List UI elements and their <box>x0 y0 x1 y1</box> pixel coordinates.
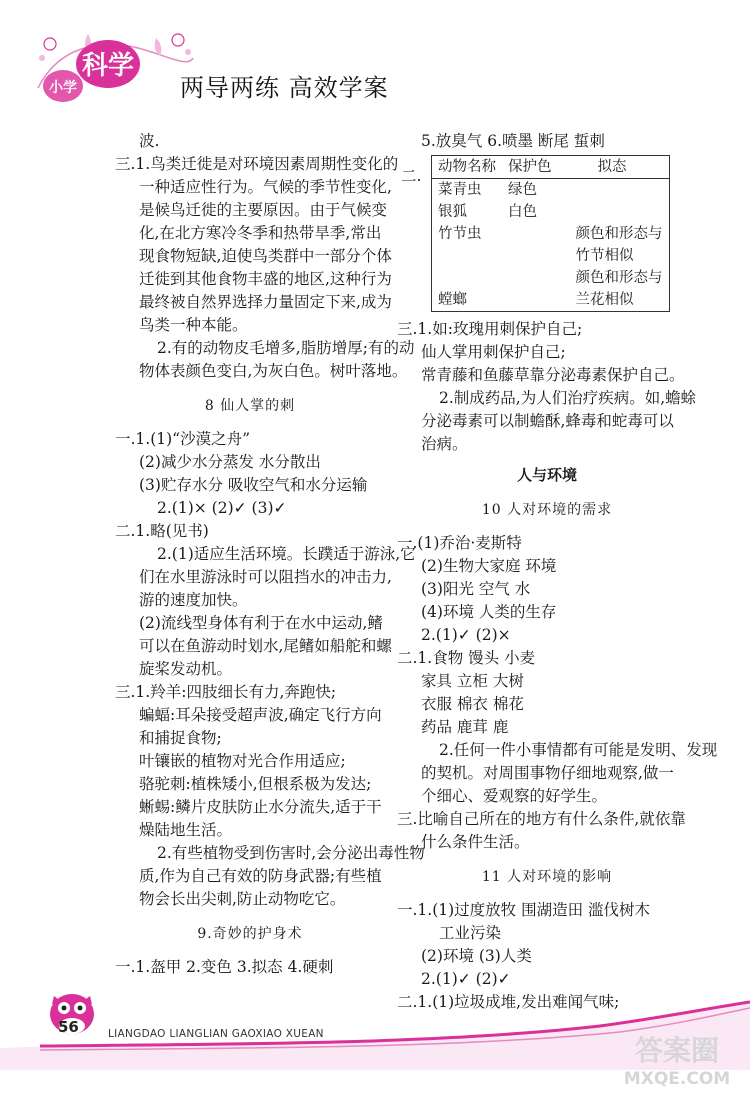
table-cell <box>432 245 503 267</box>
table-row <box>432 267 670 289</box>
logo-badge-subject: 科学 <box>81 51 135 81</box>
answer-line: 二.1.(1)垃圾成堆,发出难闻气味; <box>397 993 620 1011</box>
answer-line: 二.1.略(见书) <box>115 522 209 540</box>
answer-line: (2)流线型身体有利于在水中运动,鳍 <box>139 614 383 632</box>
table-cell <box>502 223 558 245</box>
answer-line: (2)环境 (3)人类 <box>421 947 532 965</box>
answer-line: 三.1.如:玫瑰用刺保护自己; <box>397 320 583 338</box>
answer-line: 2.(1)✓ (2)✓ <box>421 970 511 988</box>
answer-line: 质,作为自己有效的防身武器;有些植 <box>139 867 382 885</box>
subject-logo <box>28 28 198 114</box>
logo-badge-small: 小学 <box>49 80 77 96</box>
table-cell: 竹节相似 <box>575 248 634 264</box>
answer-line: 2.(1)适应生活环境。长蹼适于游泳,它 <box>157 545 416 563</box>
table-header-cell: 保护色 <box>502 156 558 179</box>
answer-line: 治病。 <box>421 435 468 453</box>
answer-line: 什么条件生活。 <box>421 833 530 851</box>
answer-line: 常青藤和鱼藤草靠分泌毒素保护自己。 <box>421 366 685 384</box>
answer-line: 骆驼刺:植株矮小,但根系极为发达; <box>139 775 372 793</box>
answer-line: 物会长出尖刺,防止动物吃它。 <box>139 890 346 908</box>
table-cell <box>502 267 558 289</box>
answer-line: 5.放臭气 6.喷墨 断尾 蜇刺 <box>421 132 605 150</box>
answer-line: 们在水里游泳时可以阻挡水的冲击力, <box>139 568 392 586</box>
table-row <box>432 289 670 312</box>
section-heading: 10 人对环境的需求 <box>481 502 613 518</box>
answer-line: (2)减少水分蒸发 水分散出 <box>139 453 321 471</box>
answer-line: 仙人掌用刺保护自己; <box>421 343 566 361</box>
table-cell: 银狐 <box>438 204 467 220</box>
answer-line: 化,在北方寒冷冬季和热带旱季,常出 <box>139 224 382 242</box>
answer-line: 的契机。对周围事物仔细地观察,做一 <box>421 764 674 782</box>
table-cell <box>432 267 503 289</box>
answer-line: 最终被自然界选择力量固定下来,成为 <box>139 293 392 311</box>
left-column <box>115 130 425 979</box>
answer-line: 2.有些植物受到伤害时,会分泌出毒性物 <box>157 844 425 862</box>
protection-table <box>431 155 670 312</box>
table-cell: 菜青虫 <box>438 182 482 198</box>
right-column <box>397 130 718 1014</box>
answer-line: 药品 鹿茸 鹿 <box>421 718 509 736</box>
section-heading: 9.奇妙的护身术 <box>197 926 303 942</box>
section-heading: 8 仙人掌的刺 <box>204 398 296 414</box>
table-row <box>432 201 670 223</box>
answer-line: 分泌毒素可以制蟾酥,蜂毒和蛇毒可以 <box>421 412 674 430</box>
answer-line: 一.(1)乔治·麦斯特 <box>397 534 522 552</box>
footer-series-pinyin: LIANGDAO LIANGLIAN GAOXIAO XUEAN <box>108 1028 324 1040</box>
answer-line: 鸟类一种本能。 <box>139 316 248 334</box>
table-header-cell: 拟态 <box>558 156 670 179</box>
answer-line: 2.(1)✓ (2)× <box>421 626 511 644</box>
table-cell <box>502 245 558 267</box>
answer-line: 工业污染 <box>439 924 502 942</box>
answer-line: 2.有的动物皮毛增多,脂肪增厚;有的动 <box>157 339 415 357</box>
table-cell: 竹节虫 <box>438 226 482 242</box>
answer-line: 和捕捉食物; <box>139 729 222 747</box>
answer-line: 一.1.盔甲 2.变色 3.拟态 4.硬刺 <box>115 958 334 976</box>
answer-line: 蜥蜴:鳞片皮肤防止水分流失,适于干 <box>139 798 382 816</box>
answer-line: 一.1.(1)过度放牧 围湖造田 滥伐树木 <box>397 901 651 919</box>
answer-line: 可以在鱼游动时划水,尾鳍如船舵和螺 <box>139 637 392 655</box>
table-cell <box>502 289 558 312</box>
answer-line: 旋桨发动机。 <box>139 660 233 678</box>
answer-line: 2.任何一件小事情都有可能是发明、发现 <box>439 741 718 759</box>
answer-line: 迁徙到其他食物丰盛的地区,这种行为 <box>139 270 392 288</box>
table-cell: 颜色和形态与 <box>575 270 663 286</box>
answer-line: 燥陆地生活。 <box>139 821 233 839</box>
answer-line: 三.1.鸟类迁徙是对环境因素周期性变化的 <box>115 155 399 173</box>
answer-line: 一种适应性行为。气候的季节性变化, <box>139 178 392 196</box>
answer-line: 衣服 棉衣 棉花 <box>421 695 524 713</box>
answer-line: 波. <box>139 132 160 150</box>
answer-line: (3)阳光 空气 水 <box>421 580 531 598</box>
answer-line: 2.制成药品,为人们治疗疾病。如,蟾蜍 <box>439 389 697 407</box>
answer-line: 个细心、爱观察的好学生。 <box>421 787 608 805</box>
table-cell: 绿色 <box>508 182 537 198</box>
answer-line: 游的速度加快。 <box>139 591 248 609</box>
table-cell: 兰花相似 <box>575 292 634 308</box>
page-header-title: 两导两练 高效学案 <box>180 74 389 102</box>
answer-line: 三.1.羚羊:四肢细长有力,奔跑快; <box>115 683 337 701</box>
section-heading: 11 人对环境的影响 <box>481 869 613 885</box>
watermark-logo <box>612 1030 742 1090</box>
table-section-marker: 二. <box>401 167 422 185</box>
answer-line: 三.比喻自己所在的地方有什么条件,就依靠 <box>397 810 686 828</box>
answer-line: 二.1.食物 馒头 小麦 <box>397 649 536 667</box>
answer-line: 2.(1)× (2)✓ (3)✓ <box>157 499 287 517</box>
table-cell: 白色 <box>508 204 537 220</box>
answer-line: (3)贮存水分 吸收空气和水分运输 <box>139 476 368 494</box>
table-header-cell: 动物名称 <box>432 156 503 179</box>
answer-line: 物体表颜色变白,为灰白色。树叶落地。 <box>139 362 408 380</box>
answer-line: 家具 立柜 大树 <box>421 672 524 690</box>
table-cell: 螳螂 <box>438 292 467 308</box>
watermark-line1: 答案圈 <box>634 1034 720 1067</box>
table-cell <box>558 179 670 202</box>
table-cell <box>558 201 670 223</box>
table-row <box>432 223 670 245</box>
answer-line: 蝙蝠:耳朵接受超声波,确定飞行方向 <box>139 706 382 724</box>
answer-line: 现食物短缺,迫使鸟类群中一部分个体 <box>139 247 392 265</box>
table-row <box>432 179 670 202</box>
answer-line: 一.1.(1)“沙漠之舟” <box>115 430 251 448</box>
watermark-line2: MXQE.COM <box>623 1069 731 1089</box>
protection-table-block <box>397 155 697 312</box>
page-number: 56 <box>58 1018 79 1036</box>
unit-heading: 人与环境 <box>516 466 577 484</box>
answer-line: 是候鸟迁徙的主要原因。由于气候变 <box>139 201 388 219</box>
answer-line: 叶镶嵌的植物对光合作用适应; <box>139 752 346 770</box>
table-row <box>432 245 670 267</box>
answer-line: (4)环境 人类的生存 <box>421 603 557 621</box>
table-cell: 颜色和形态与 <box>575 226 663 242</box>
answer-line: (2)生物大家庭 环境 <box>421 557 557 575</box>
